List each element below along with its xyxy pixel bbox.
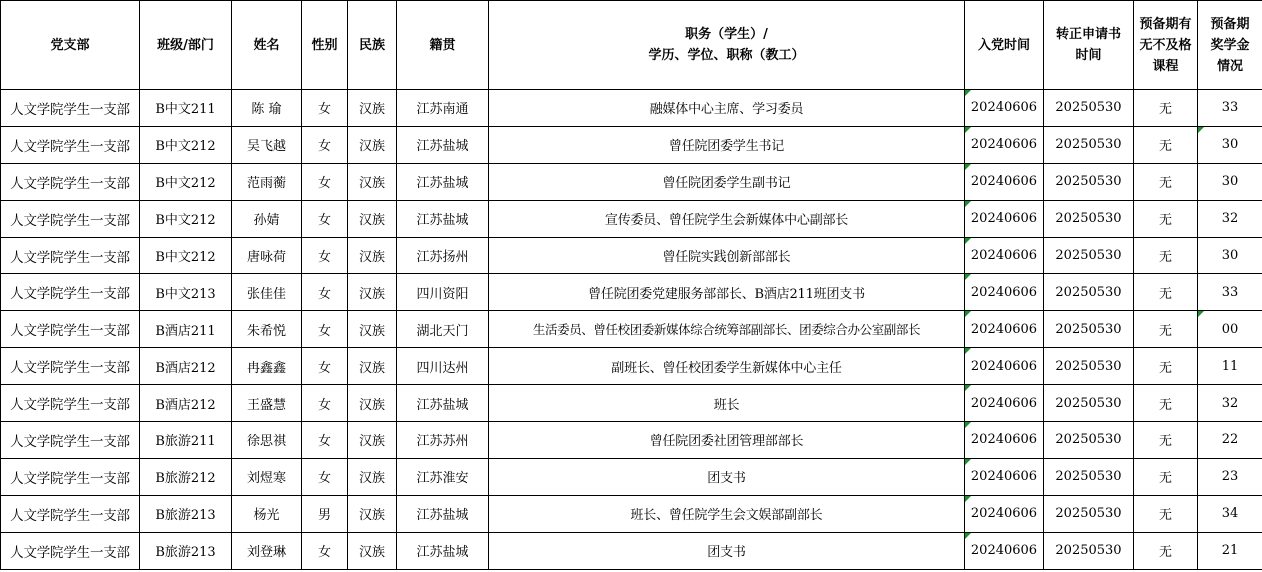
join-time-cell-flagged: 20240606 xyxy=(965,422,1044,459)
join-time-cell-flagged: 20240606 xyxy=(965,237,1044,274)
name-cell: 吴飞越 xyxy=(232,126,302,163)
failed-courses-cell: 无 xyxy=(1134,311,1198,348)
duty-cell: 曾任院团委学生副书记 xyxy=(489,163,965,200)
class-cell: B中文211 xyxy=(140,90,232,127)
gender-cell: 女 xyxy=(302,90,348,127)
class-cell: B中文212 xyxy=(140,200,232,237)
table-row xyxy=(1,126,1262,163)
join-time-cell-flagged: 20240606 xyxy=(965,126,1044,163)
apply-time-cell: 20250530 xyxy=(1044,237,1134,274)
failed-courses-cell: 无 xyxy=(1134,237,1198,274)
header-branch: 党支部 xyxy=(1,1,140,90)
class-cell: B中文213 xyxy=(140,274,232,311)
ethnicity-cell: 汉族 xyxy=(348,311,397,348)
ethnicity-cell: 汉族 xyxy=(348,458,397,495)
gender-cell: 女 xyxy=(302,311,348,348)
name-cell: 刘登琳 xyxy=(232,532,302,569)
apply-time-cell: 20250530 xyxy=(1044,348,1134,385)
origin-cell: 江苏盐城 xyxy=(397,126,489,163)
class-cell: B中文212 xyxy=(140,126,232,163)
header-scholarship: 预备期 奖学金 情况 xyxy=(1198,1,1262,90)
name-cell: 范雨蘅 xyxy=(232,163,302,200)
duty-cell: 副班长、曾任校团委学生新媒体中心主任 xyxy=(489,348,965,385)
ethnicity-cell: 汉族 xyxy=(348,163,397,200)
apply-time-cell: 20250530 xyxy=(1044,274,1134,311)
scholarship-cell: 11 xyxy=(1198,348,1262,385)
branch-cell: 人文学院学生一支部 xyxy=(1,163,140,200)
origin-cell: 湖北天门 xyxy=(397,311,489,348)
table-row xyxy=(1,311,1262,348)
scholarship-cell: 33 xyxy=(1198,90,1262,127)
join-time-cell-flagged: 20240606 xyxy=(965,163,1044,200)
table-row xyxy=(1,90,1262,127)
gender-cell: 女 xyxy=(302,458,348,495)
branch-cell: 人文学院学生一支部 xyxy=(1,348,140,385)
failed-courses-cell: 无 xyxy=(1134,495,1198,532)
table-body xyxy=(1,90,1262,570)
join-time-cell-flagged: 20240606 xyxy=(965,311,1044,348)
gender-cell: 女 xyxy=(302,532,348,569)
name-cell: 张佳佳 xyxy=(232,274,302,311)
apply-time-cell: 20250530 xyxy=(1044,495,1134,532)
join-time-cell-flagged: 20240606 xyxy=(965,385,1044,422)
branch-cell: 人文学院学生一支部 xyxy=(1,532,140,569)
class-cell: B酒店211 xyxy=(140,311,232,348)
gender-cell: 男 xyxy=(302,495,348,532)
apply-time-cell: 20250530 xyxy=(1044,90,1134,127)
failed-courses-cell: 无 xyxy=(1134,532,1198,569)
apply-time-cell: 20250530 xyxy=(1044,200,1134,237)
scholarship-cell: 21 xyxy=(1198,532,1262,569)
table-row xyxy=(1,237,1262,274)
gender-cell: 女 xyxy=(302,348,348,385)
header-name: 姓名 xyxy=(232,1,302,90)
gender-cell: 女 xyxy=(302,163,348,200)
failed-courses-cell: 无 xyxy=(1134,385,1198,422)
join-time-cell-flagged: 20240606 xyxy=(965,348,1044,385)
duty-cell: 曾任院团委社团管理部部长 xyxy=(489,422,965,459)
failed-courses-cell: 无 xyxy=(1134,90,1198,127)
failed-courses-cell: 无 xyxy=(1134,422,1198,459)
gender-cell: 女 xyxy=(302,385,348,422)
duty-cell: 班长、曾任院学生会文娱部副部长 xyxy=(489,495,965,532)
scholarship-cell-flagged: 30 xyxy=(1198,126,1262,163)
branch-cell: 人文学院学生一支部 xyxy=(1,311,140,348)
origin-cell: 江苏盐城 xyxy=(397,163,489,200)
failed-courses-cell: 无 xyxy=(1134,200,1198,237)
ethnicity-cell: 汉族 xyxy=(348,90,397,127)
branch-cell: 人文学院学生一支部 xyxy=(1,237,140,274)
gender-cell: 女 xyxy=(302,126,348,163)
scholarship-cell: 30 xyxy=(1198,163,1262,200)
origin-cell: 江苏淮安 xyxy=(397,458,489,495)
apply-time-cell: 20250530 xyxy=(1044,385,1134,422)
failed-courses-cell: 无 xyxy=(1134,348,1198,385)
failed-courses-cell: 无 xyxy=(1134,126,1198,163)
branch-cell: 人文学院学生一支部 xyxy=(1,495,140,532)
ethnicity-cell: 汉族 xyxy=(348,237,397,274)
table-row xyxy=(1,422,1262,459)
failed-courses-cell: 无 xyxy=(1134,458,1198,495)
name-cell: 王盛慧 xyxy=(232,385,302,422)
branch-cell: 人文学院学生一支部 xyxy=(1,90,140,127)
name-cell: 刘煜寒 xyxy=(232,458,302,495)
apply-time-cell: 20250530 xyxy=(1044,422,1134,459)
class-cell: B旅游213 xyxy=(140,532,232,569)
name-cell: 朱希悦 xyxy=(232,311,302,348)
duty-cell: 生活委员、曾任校团委新媒体综合统筹部副部长、团委综合办公室副部长 xyxy=(489,311,965,348)
ethnicity-cell: 汉族 xyxy=(348,126,397,163)
origin-cell: 江苏南通 xyxy=(397,90,489,127)
class-cell: B旅游211 xyxy=(140,422,232,459)
ethnicity-cell: 汉族 xyxy=(348,348,397,385)
table-row xyxy=(1,274,1262,311)
branch-cell: 人文学院学生一支部 xyxy=(1,458,140,495)
gender-cell: 女 xyxy=(302,237,348,274)
branch-cell: 人文学院学生一支部 xyxy=(1,200,140,237)
name-cell: 杨光 xyxy=(232,495,302,532)
duty-cell: 曾任院团委党建服务部部长、B酒店211班团支书 xyxy=(489,274,965,311)
origin-cell: 江苏苏州 xyxy=(397,422,489,459)
join-time-cell-flagged: 20240606 xyxy=(965,90,1044,127)
header-duty: 职务（学生）/ 学历、学位、职称（教工） xyxy=(489,1,965,90)
ethnicity-cell: 汉族 xyxy=(348,385,397,422)
class-cell: B酒店212 xyxy=(140,348,232,385)
table-row xyxy=(1,348,1262,385)
origin-cell: 四川资阳 xyxy=(397,274,489,311)
gender-cell: 女 xyxy=(302,274,348,311)
duty-cell: 曾任院实践创新部部长 xyxy=(489,237,965,274)
scholarship-cell: 23 xyxy=(1198,458,1262,495)
class-cell: B酒店212 xyxy=(140,385,232,422)
ethnicity-cell: 汉族 xyxy=(348,274,397,311)
join-time-cell-flagged: 20240606 xyxy=(965,458,1044,495)
class-cell: B旅游213 xyxy=(140,495,232,532)
origin-cell: 江苏盐城 xyxy=(397,385,489,422)
header-failed-courses: 预备期有 无不及格 课程 xyxy=(1134,1,1198,90)
header-class-dept: 班级/部门 xyxy=(140,1,232,90)
header-apply-time: 转正申请书 时间 xyxy=(1044,1,1134,90)
class-cell: B中文212 xyxy=(140,237,232,274)
join-time-cell-flagged: 20240606 xyxy=(965,532,1044,569)
table-row xyxy=(1,532,1262,569)
duty-cell: 团支书 xyxy=(489,458,965,495)
table-row xyxy=(1,163,1262,200)
name-cell: 冉鑫鑫 xyxy=(232,348,302,385)
duty-cell: 班长 xyxy=(489,385,965,422)
name-cell: 徐思祺 xyxy=(232,422,302,459)
ethnicity-cell: 汉族 xyxy=(348,422,397,459)
duty-cell: 融媒体中心主席、学习委员 xyxy=(489,90,965,127)
class-cell: B旅游212 xyxy=(140,458,232,495)
header-row xyxy=(1,1,1262,90)
origin-cell: 四川达州 xyxy=(397,348,489,385)
failed-courses-cell: 无 xyxy=(1134,274,1198,311)
table-row xyxy=(1,458,1262,495)
scholarship-cell: 30 xyxy=(1198,237,1262,274)
table-row xyxy=(1,200,1262,237)
apply-time-cell: 20250530 xyxy=(1044,311,1134,348)
ethnicity-cell: 汉族 xyxy=(348,200,397,237)
duty-cell: 宣传委员、曾任院学生会新媒体中心副部长 xyxy=(489,200,965,237)
ethnicity-cell: 汉族 xyxy=(348,532,397,569)
name-cell: 陈 瑜 xyxy=(232,90,302,127)
duty-cell: 曾任院团委学生书记 xyxy=(489,126,965,163)
scholarship-cell-flagged: 00 xyxy=(1198,311,1262,348)
gender-cell: 女 xyxy=(302,422,348,459)
duty-cell: 团支书 xyxy=(489,532,965,569)
scholarship-cell: 32 xyxy=(1198,385,1262,422)
branch-cell: 人文学院学生一支部 xyxy=(1,422,140,459)
table-row xyxy=(1,495,1262,532)
header-gender: 性别 xyxy=(302,1,348,90)
header-join-time: 入党时间 xyxy=(965,1,1044,90)
scholarship-cell: 34 xyxy=(1198,495,1262,532)
branch-cell: 人文学院学生一支部 xyxy=(1,274,140,311)
apply-time-cell: 20250530 xyxy=(1044,163,1134,200)
apply-time-cell: 20250530 xyxy=(1044,458,1134,495)
scholarship-cell: 32 xyxy=(1198,200,1262,237)
table-row xyxy=(1,385,1262,422)
branch-cell: 人文学院学生一支部 xyxy=(1,126,140,163)
branch-cell: 人文学院学生一支部 xyxy=(1,385,140,422)
join-time-cell-flagged: 20240606 xyxy=(965,200,1044,237)
origin-cell: 江苏扬州 xyxy=(397,237,489,274)
apply-time-cell: 20250530 xyxy=(1044,532,1134,569)
join-time-cell-flagged: 20240606 xyxy=(965,274,1044,311)
ethnicity-cell: 汉族 xyxy=(348,495,397,532)
origin-cell: 江苏盐城 xyxy=(397,200,489,237)
apply-time-cell: 20250530 xyxy=(1044,126,1134,163)
name-cell: 唐咏荷 xyxy=(232,237,302,274)
scholarship-cell: 22 xyxy=(1198,422,1262,459)
header-ethnicity: 民族 xyxy=(348,1,397,90)
name-cell: 孙婧 xyxy=(232,200,302,237)
origin-cell: 江苏盐城 xyxy=(397,532,489,569)
origin-cell: 江苏盐城 xyxy=(397,495,489,532)
header-origin: 籍贯 xyxy=(397,1,489,90)
scholarship-cell: 33 xyxy=(1198,274,1262,311)
gender-cell: 女 xyxy=(302,200,348,237)
join-time-cell-flagged: 20240606 xyxy=(965,495,1044,532)
class-cell: B中文212 xyxy=(140,163,232,200)
failed-courses-cell: 无 xyxy=(1134,163,1198,200)
